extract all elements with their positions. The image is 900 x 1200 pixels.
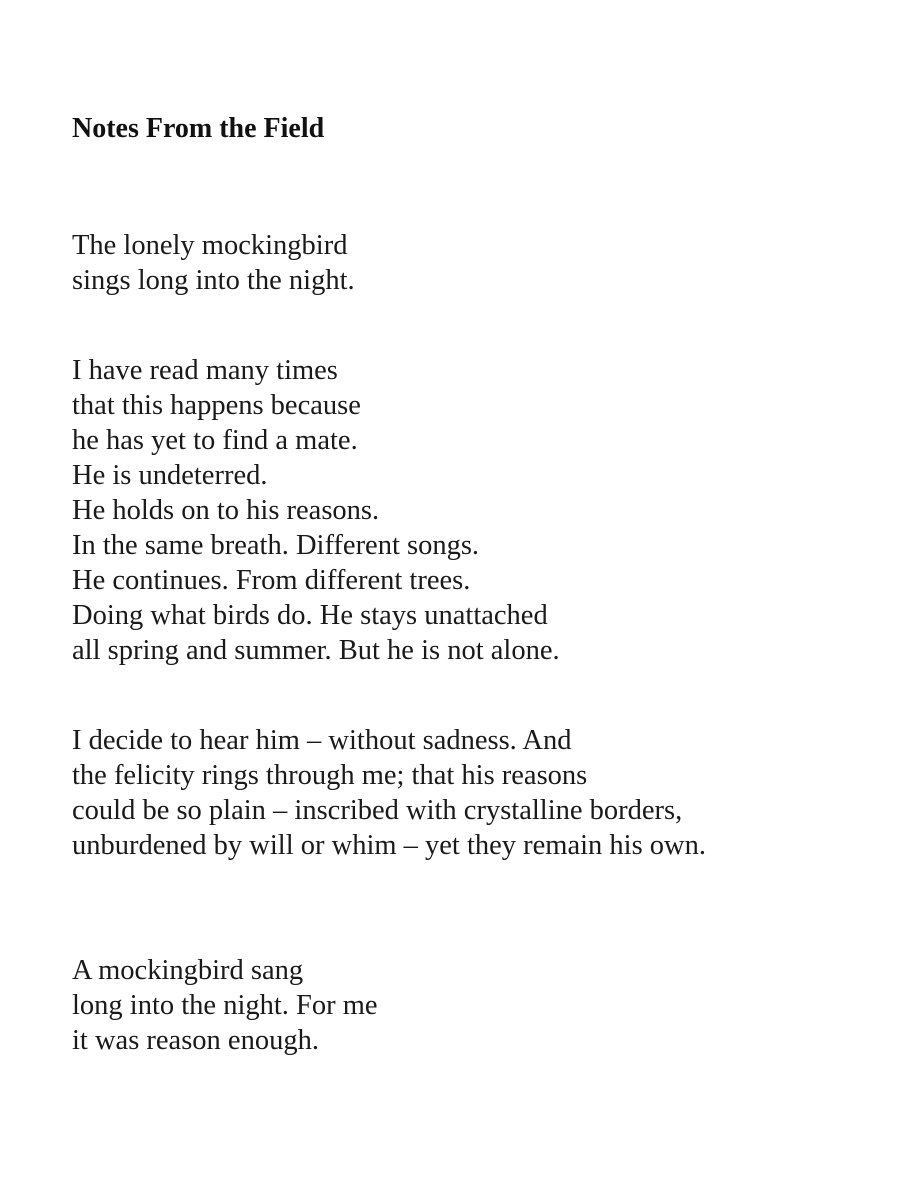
poem-line: I have read many times [72, 355, 338, 386]
poem-title: Notes From the Field [72, 113, 325, 144]
poem-line: sings long into the night. [72, 265, 355, 296]
stanza [72, 723, 706, 863]
stanza [72, 953, 378, 1058]
poem-line: Doing what birds do. He stays unattached [72, 600, 548, 631]
poem-line: He continues. From different trees. [72, 565, 471, 596]
poem-line: the felicity rings through me; that his reasons [72, 760, 588, 791]
poem-line: He is undeterred. [72, 460, 268, 491]
poem-line: A mockingbird sang [72, 955, 304, 986]
poem-line: unburdened by will or whim – yet they remain his own. [72, 830, 707, 861]
poem-line: that this happens because [72, 390, 361, 421]
poem-line: could be so plain – inscribed with crystalline borders, [72, 795, 683, 826]
stanza [72, 353, 560, 668]
poem-line: all spring and summer. But he is not alone. [72, 635, 560, 666]
stanza [72, 228, 355, 298]
poem-line: In the same breath. Different songs. [72, 530, 480, 561]
poem-line: The lonely mockingbird [72, 230, 348, 261]
poem-line: He holds on to his reasons. [72, 495, 380, 526]
poem-line: long into the night. For me [72, 990, 378, 1021]
poem-line: it was reason enough. [72, 1025, 319, 1056]
poem-line: I decide to hear him – without sadness. And [72, 725, 572, 756]
poem-line: he has yet to find a mate. [72, 425, 358, 456]
